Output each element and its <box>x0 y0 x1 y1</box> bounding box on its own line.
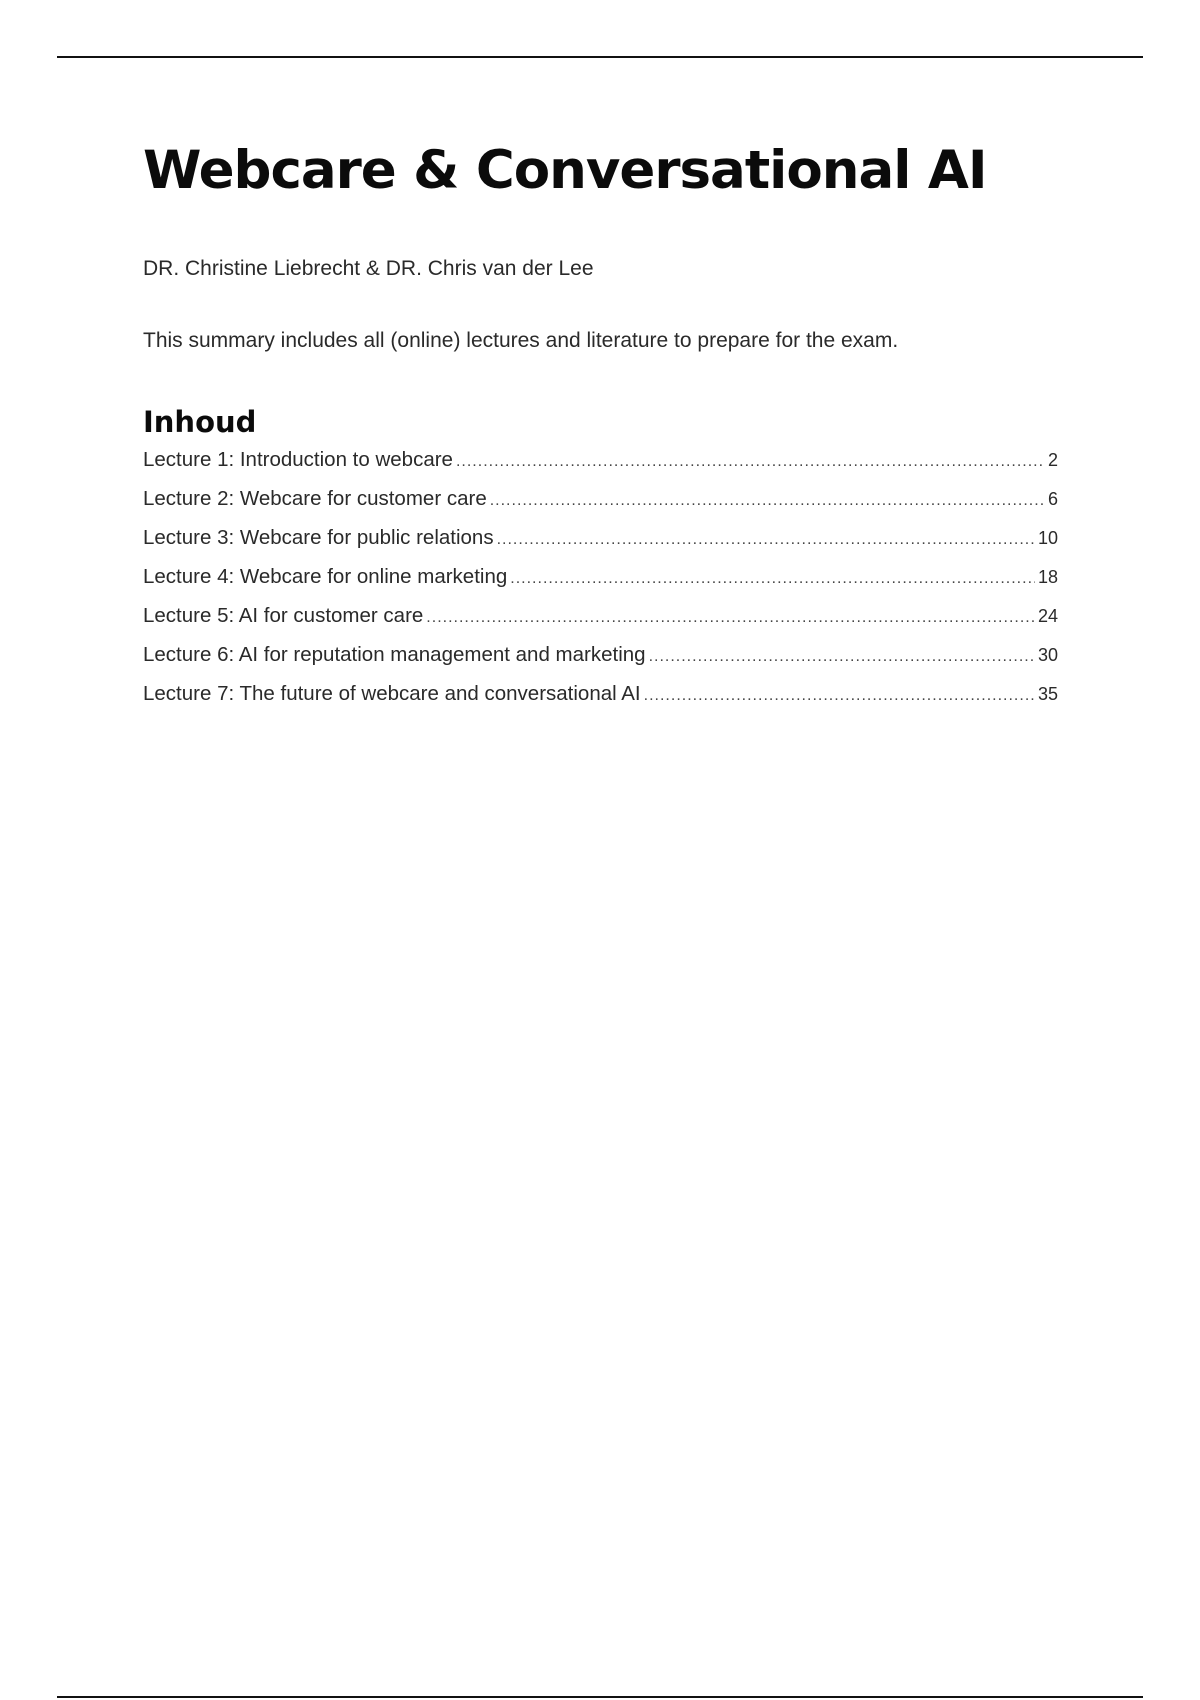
header-rule <box>57 56 1143 58</box>
toc-entry-page: 6 <box>1047 489 1058 509</box>
toc-dot-leader <box>490 492 1045 510</box>
toc-entry-lecture-3[interactable] <box>143 526 1058 565</box>
toc-entry-page: 10 <box>1037 528 1058 548</box>
toc-entry-label: Lecture 2: Webcare for customer care <box>143 487 487 510</box>
toc-dot-leader <box>644 687 1035 705</box>
toc-entry-label: Lecture 5: AI for customer care <box>143 604 424 627</box>
table-of-contents <box>143 448 1058 721</box>
toc-dot-leader <box>510 570 1035 588</box>
toc-entry-page: 18 <box>1037 567 1058 587</box>
toc-entry-page: 35 <box>1037 684 1058 704</box>
toc-dot-leader <box>456 453 1045 471</box>
toc-heading: Inhoud <box>143 405 257 439</box>
toc-entry-label: Lecture 1: Introduction to webcare <box>143 448 453 471</box>
document-summary: This summary includes all (online) lectures and literature to prepare for the exam. <box>143 329 899 352</box>
footer-rule <box>57 1696 1143 1698</box>
toc-entry-label: Lecture 4: Webcare for online marketing <box>143 565 508 588</box>
toc-entry-lecture-7[interactable] <box>143 682 1058 721</box>
toc-entry-lecture-6[interactable] <box>143 643 1058 682</box>
toc-entry-page: 2 <box>1047 450 1058 470</box>
toc-entry-label: Lecture 3: Webcare for public relations <box>143 526 494 549</box>
toc-entry-lecture-2[interactable] <box>143 487 1058 526</box>
toc-entry-page: 30 <box>1037 645 1058 665</box>
toc-entry-lecture-4[interactable] <box>143 565 1058 604</box>
toc-dot-leader <box>497 531 1035 549</box>
document-authors: DR. Christine Liebrecht & DR. Chris van der Lee <box>143 257 594 280</box>
toc-dot-leader <box>426 609 1035 627</box>
toc-entry-lecture-5[interactable] <box>143 604 1058 643</box>
toc-entry-label: Lecture 7: The future of webcare and conversational AI <box>143 682 641 705</box>
document-title: Webcare & Conversational AI <box>143 140 987 201</box>
toc-entry-label: Lecture 6: AI for reputation management and marketing <box>143 643 646 666</box>
toc-entry-page: 24 <box>1037 606 1058 626</box>
toc-dot-leader <box>649 648 1035 666</box>
toc-entry-lecture-1[interactable] <box>143 448 1058 487</box>
